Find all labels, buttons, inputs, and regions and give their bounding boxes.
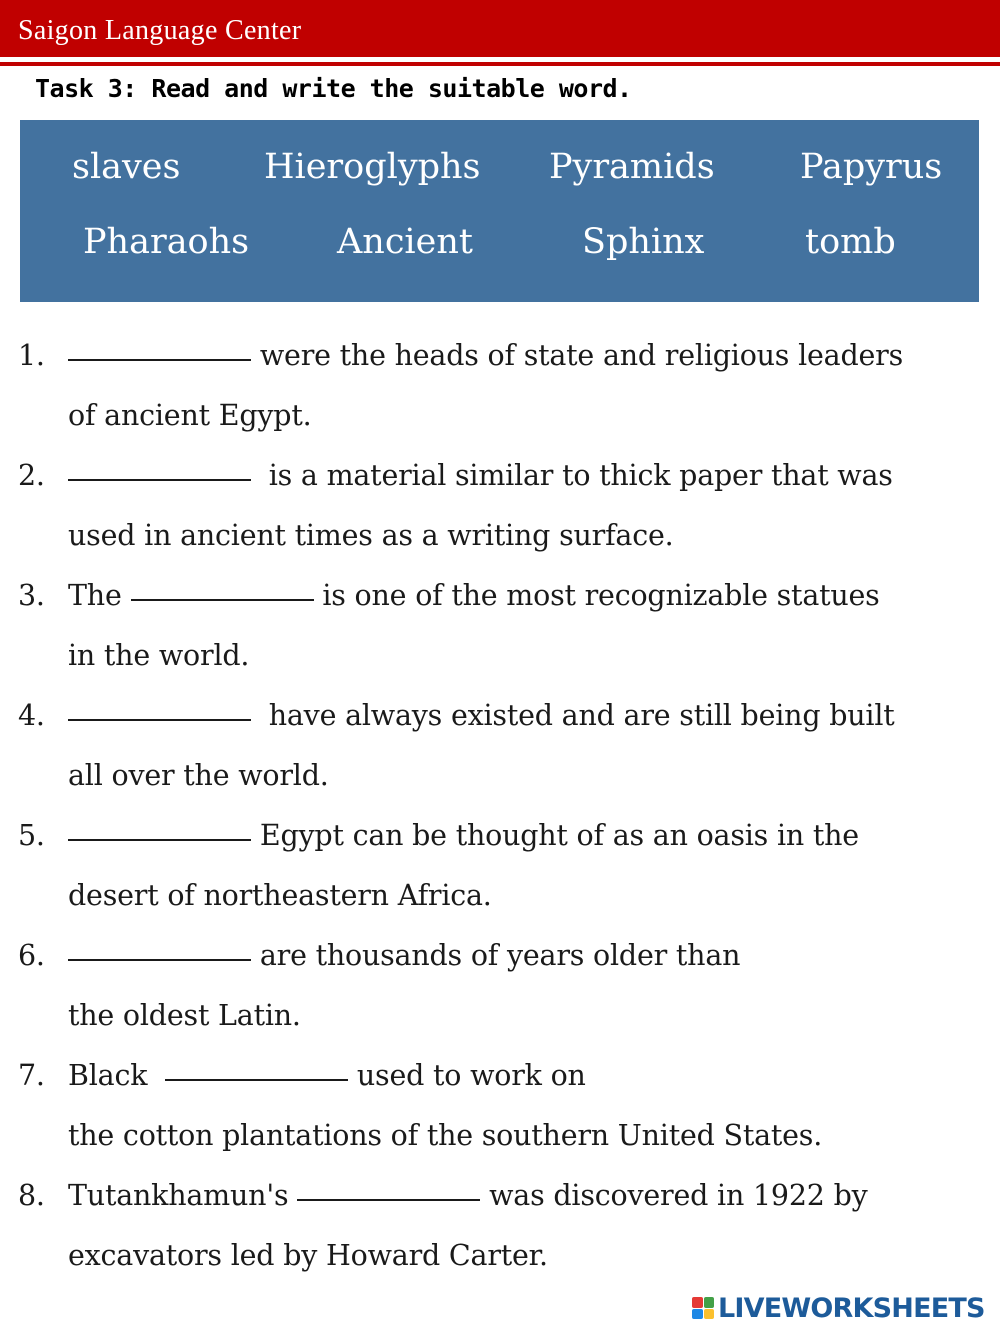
question-line-continued: all over the world.	[68, 759, 329, 792]
center-name: Saigon Language Center	[18, 15, 302, 46]
question-number: 8.	[18, 1179, 45, 1212]
question-line: Black used to work on	[68, 1059, 586, 1092]
word-bank-item[interactable]: Sphinx	[582, 222, 705, 262]
answer-blank[interactable]	[68, 958, 251, 961]
word-bank-item[interactable]: tomb	[805, 222, 896, 262]
question-line-continued: used in ancient times as a writing surface.	[68, 519, 674, 552]
question-line-continued: desert of northeastern Africa.	[68, 879, 492, 912]
question-number: 4.	[18, 699, 45, 732]
question-line: have always existed and are still being built	[68, 699, 895, 732]
answer-blank[interactable]	[165, 1078, 348, 1081]
liveworksheets-text: LIVEWORKSHEETS	[718, 1292, 985, 1324]
liveworksheets-logo[interactable]	[692, 1290, 985, 1326]
question-line: are thousands of years older than	[68, 939, 740, 972]
question-line-continued: in the world.	[68, 639, 250, 672]
word-bank	[20, 120, 979, 302]
answer-blank[interactable]	[68, 478, 251, 481]
question-line: Egypt can be thought of as an oasis in the	[68, 819, 859, 852]
answer-blank[interactable]	[297, 1198, 480, 1201]
header-bar	[0, 0, 1000, 57]
task-title: Task 3: Read and write the suitable word.	[35, 74, 632, 103]
liveworksheets-icon	[692, 1297, 714, 1319]
word-bank-item[interactable]: Hieroglyphs	[264, 147, 481, 187]
answer-blank[interactable]	[131, 598, 314, 601]
question-number: 6.	[18, 939, 45, 972]
question-number: 7.	[18, 1059, 45, 1092]
answer-blank[interactable]	[68, 838, 251, 841]
word-bank-item[interactable]: slaves	[72, 147, 181, 187]
answer-blank[interactable]	[68, 718, 251, 721]
question-line-continued: the oldest Latin.	[68, 999, 301, 1032]
question-line-continued: the cotton plantations of the southern United States.	[68, 1119, 823, 1152]
word-bank-item[interactable]: Papyrus	[800, 147, 943, 187]
question-line: is a material similar to thick paper that was	[68, 459, 893, 492]
question-line-continued: excavators led by Howard Carter.	[68, 1239, 548, 1272]
question-number: 3.	[18, 579, 45, 612]
header-rule	[0, 62, 1000, 66]
question-line: The is one of the most recognizable statues	[68, 579, 880, 612]
question-line: Tutankhamun's was discovered in 1922 by	[68, 1179, 868, 1212]
question-line-continued: of ancient Egypt.	[68, 399, 312, 432]
word-bank-item[interactable]: Pyramids	[549, 147, 715, 187]
word-bank-item[interactable]: Pharaohs	[83, 222, 250, 262]
word-bank-item[interactable]: Ancient	[337, 222, 473, 262]
question-number: 2.	[18, 459, 45, 492]
question-number: 5.	[18, 819, 45, 852]
answer-blank[interactable]	[68, 358, 251, 361]
question-line: were the heads of state and religious leaders	[68, 339, 903, 372]
question-number: 1.	[18, 339, 45, 372]
